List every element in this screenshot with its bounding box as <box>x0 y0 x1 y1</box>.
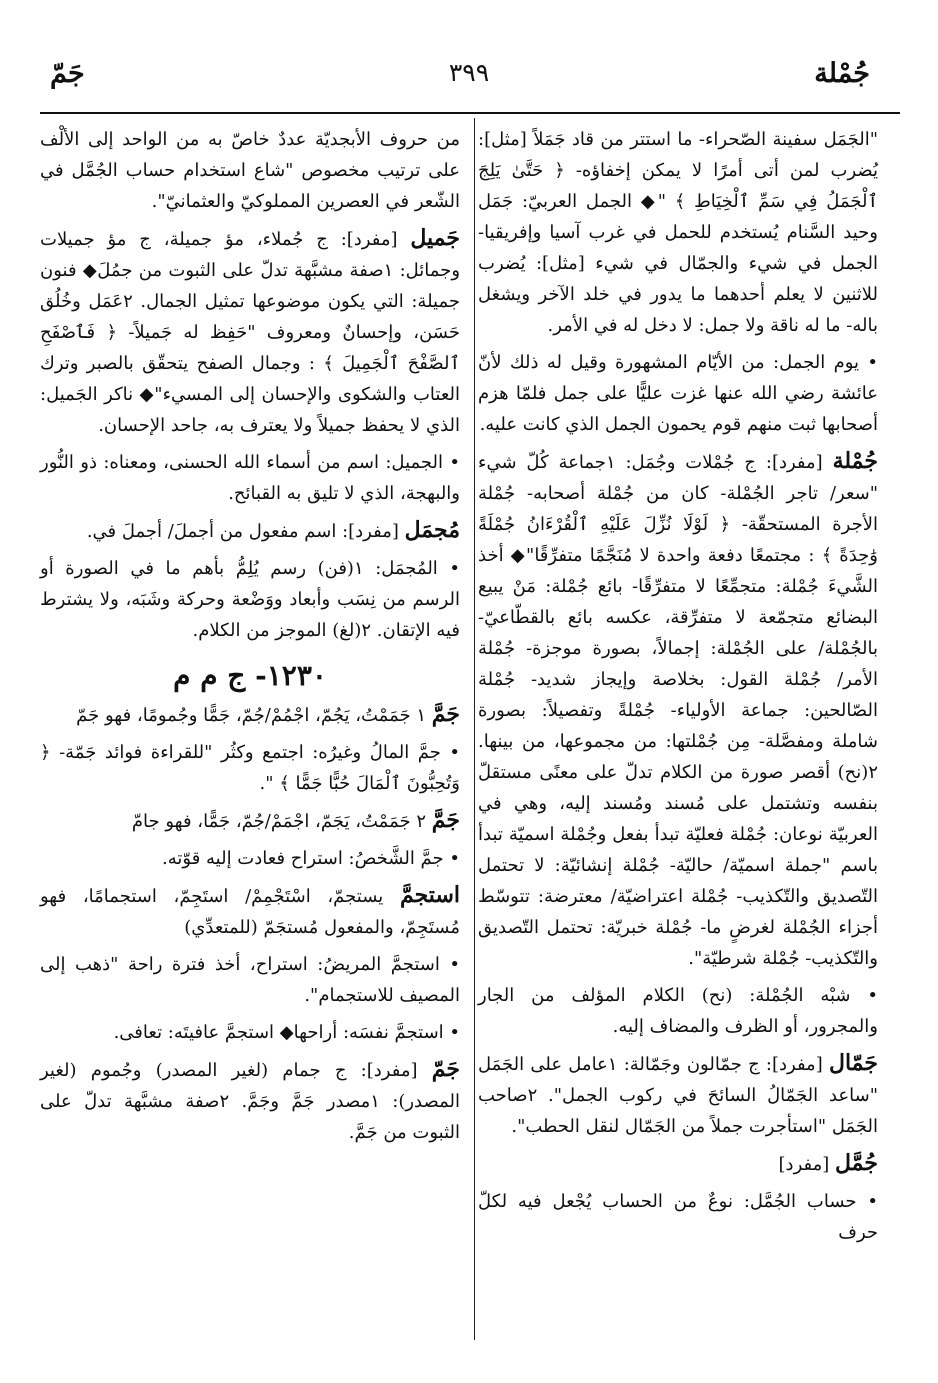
entry-text: [مفرد]: ج جمام (لغير المصدر) وجُموم (لغير المصدر): ١مصدر جَمَّ وجَمَّ. ٢صفة مشبَّهة تدلّ على الثبوت من جَمَّ. <box>40 1060 460 1143</box>
entry-text: • جمَّ المالُ وغيرُه: اجتمع وكثُر "للقراءة فوائد جَمّة- ﴿ وَتُحِبُّونَ ٱلْمَالَ حُبًّا جَمًّا ﴾ ". <box>40 742 460 794</box>
entry-text: • استجمَّ نفسَه: أراحها◆ استجمَّ عافيتَه: تعافى. <box>113 1022 460 1043</box>
entry <box>478 1048 878 1142</box>
root-section-title: ١٢٣٠- ج م م <box>173 659 327 692</box>
left-column <box>40 124 460 1154</box>
right-column <box>478 124 878 1254</box>
headword: جَميل <box>410 225 460 251</box>
page-number: ٣٩٩ <box>448 58 490 87</box>
header-right-word: جُمْلة <box>814 58 870 89</box>
entry-text: • شبْه الجُمْلة: (نح) الكلام المؤلف من الجار والمجرور، أو الظرف والمضاف إليه. <box>478 985 878 1037</box>
entry-text: [مفرد]: اسم مفعول من أجملَ/ أجملَ في. <box>86 521 399 542</box>
entry-text: "الجَمَل سفينة الصّحراء- ما استتر من قاد جَمَلاً [مثل]: يُضرب لمن أتى أمرًا لا يمكن إخفاؤه- ﴿ حَتَّىٰ يَلِجَ ٱلْجَمَلُ فِي سَمِّ ٱلْخِيَاطِ ﴾ "◆ الجمل العربيّ: جَمَل وحيد السَّنام يُستخدم للحمل في غرب آسيا وإفريقيا- الجمل في شيء والجمّال في شيء [مثل]: يُضرب للاثنين لا يعلم أحدهما ما يدور في خلد الآخر ويشغل باله- ما له ناقة ولا جمل: لا دخل له في الأمر. <box>478 129 878 336</box>
column-divider <box>474 118 475 1340</box>
entry-text: • المُجمَل: ١(فن) رسم يُلِمُّ بأهم ما في الصورة أو الرسم من نِسَب وأبعاد ووَضْعة وحركة وشَبَه، ولا يشترط فيه الإتقان. ٢(لغ) الموجز من الكلام. <box>40 558 460 641</box>
entry <box>40 515 460 547</box>
entry-text: • الجميل: اسم من أسماء الله الحسنى، ومعناه: ذو النُّور والبهجة، الذي لا تليق به القبائح. <box>40 452 460 504</box>
headword: جَمَّ <box>431 807 460 833</box>
headword: استجمَّ <box>399 882 460 908</box>
entry-text: [مفرد]: ج جمّالون وجَمّالة: ١عامل على الجَمَل "ساعد الجَمّالُ السائحَ في ركوب الجمل". ٢صاحب الجَمَل "استأجرت جملاً من الجَمّال لنقل الحطب". <box>478 1054 878 1137</box>
entry <box>40 1054 460 1148</box>
entry <box>40 880 460 943</box>
entry <box>40 805 460 837</box>
entry-text: ١ جَمَمْتُ، يَجُمّ، اجْمُمْ/جُمّ، جَمًّا وجُمومًا، فهو جَمّ <box>76 705 427 726</box>
header-left-word: جَمّ <box>50 58 85 89</box>
entry-text: • جمَّ الشَّخصُ: استراح فعادت إليه قوّته. <box>162 848 460 869</box>
entry-text: [مفرد] <box>778 1154 830 1175</box>
entry-text: يستجمّ، اسْتَجْمِمْ/ استَجِمّ، استجمامًا، فهو مُستَجِمّ، والمفعول مُستجَمّ (للمتعدِّي) <box>40 886 460 938</box>
entry-text: [مفرد]: ج جُمْلات وجُمَل: ١جماعة كُلّ شيء "سعر/ تاجر الجُمْلة- كان من جُمْلة أصحابه- جُمْلة الأجرة المستحقّة- ﴿ لَوْلَا نُزِّلَ عَلَيْهِ ٱلْقُرْءَانُ جُمْلَةً وَٰحِدَةً ﴾ : مجتمعًا دفعة واحدة لا مُنَجَّمًا متفرِّقًا"◆ أخذ الشَّيءَ جُمْلة: متجمِّعًا لا متفرِّقًا- بائع جُمْلة: مَنْ يبيع البضائع متجمّعة لا متفرِّقة، عكسه بائع بالقطّاعيّ- بالجُمْلة/ على الجُمْلة: إجمالاً، بصورة موجزة- جُمْلة الأمر/ جُمْلة القول: بخلاصة وإيجاز شديد- جُمْلة الصّالحين: جماعة الأولياء- جُمْلةً وتفصيلاً: بصورة شاملة ومفصَّلة- مِن جُمْلتها: من مجموعها، من بينها. ٢(نح) أقصر صورة من الكلام تدلّ على معنًى مستقلّ بنفسه وتشتمل على مُسند ومُسند إليه، وهي في العربيّة نوعان: جُمْلة فعليّة تبدأ بفعل وجُمْلة اسميّة تبدأ باسم "جملة اسميّة/ حاليّة- جُمْلة إنشائيّة: لا تحتمل التّصديق والتّكذيب- جُمْلة اعتراضيّة/ معترضة: تتوسّط أجزاء الجُمْلة لغرضٍ ما- جُمْلة خبريّة: تحتمل التّصديق والتّكذيب- جُمْلة شرطيّة". <box>478 452 878 969</box>
entry <box>40 223 460 441</box>
headword: جَمّال <box>828 1050 878 1076</box>
headword: جُمَّل <box>835 1150 878 1176</box>
entry-text: من حروف الأبجديّة عددٌ خاصّ به من الواحد إلى الألْف على ترتيب مخصوص "شاع استخدام حساب الجُمَّل في الشّعر في العصرين المملوكيّ والعثمانيّ". <box>40 129 460 212</box>
entry-text: • استجمَّ المريضُ: استراح، أخذ فترة راحة "ذهب إلى المصيف للاستجمام". <box>40 954 460 1006</box>
entry <box>40 699 460 731</box>
entry-text: [مفرد]: ج جُملاء، مؤ جميلة، ج مؤ جميلات وجمائل: ١صفة مشبَّهة تدلّ على الثبوت من جمُلَ◆ فنون جميلة: التي يكون موضوعها تمثيل الجمال. ٢عَمَل وخُلُق حَسَن، وإحسانٌ ومعروف "حَفِظ له جَميلاً- ﴿ فَٱصْفَحِ ٱلصَّفْحَ ٱلْجَمِيلَ ﴾ : وجمال الصفح يتحقّق بالصبر وترك العتاب والشكوى والإحسان إلى المسيء"◆ ناكر الجَميل: الذي لا يحفظ جميلاً ولا يعترف به، جاحد الإحسان. <box>40 229 461 436</box>
entry-text: ٢ جَمَمْتُ، يَجَمّ، اجْمَمْ/جُمّ، جَمًّا، فهو جامّ <box>131 811 427 832</box>
headword: جَمَّ <box>431 701 460 727</box>
headword: جَمّ <box>431 1056 460 1082</box>
entry <box>478 1148 878 1180</box>
headword: جُمْلة <box>832 448 878 474</box>
header-rule <box>40 112 900 114</box>
entry-text: • حساب الجُمَّل: نوعٌ من الحساب يُجْعل فيه لكلّ حرف <box>478 1191 878 1243</box>
entry <box>478 446 878 974</box>
headword: مُجمَل <box>404 517 460 543</box>
entry-text: • يوم الجمل: من الأيّام المشهورة وقيل له ذلك لأنّ عائشة رضي الله عنها غزت عليًّا على جمل فلمّا هزم أصحابها ثبت منهم قوم يحمون الجمل الذي كانت عليه. <box>478 352 878 435</box>
